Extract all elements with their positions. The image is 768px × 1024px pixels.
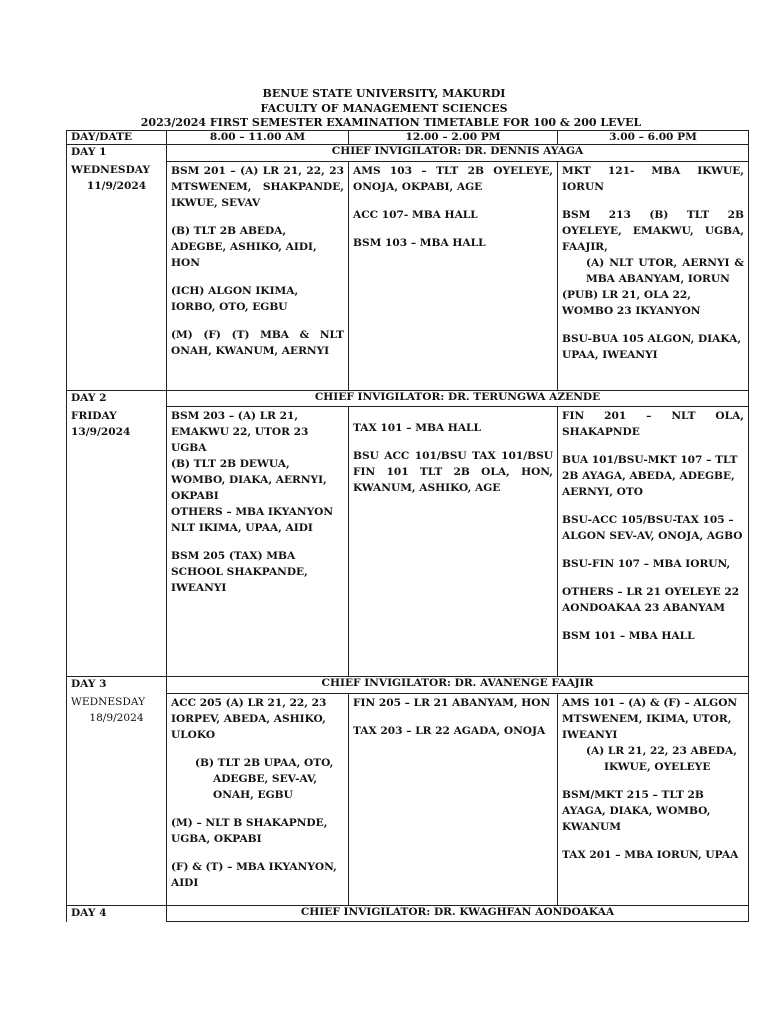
exam-entry: FIN 205 – LR 21 ABANYAM, HON — [353, 696, 551, 709]
chief-invigilator-row — [67, 145, 749, 162]
exam-entry: BSU-FIN 107 – MBA IORUN, — [562, 558, 731, 570]
chief-invigilator: CHIEF INVIGILATOR: DR. AVANENGE FAAJIR — [167, 677, 749, 694]
exam-entry: ACC 205 (A) LR 21, 22, 23 IORPEV, ABEDA, ASHIKO, ULOKO — [171, 696, 327, 741]
exam-entry: BSM/MKT 215 – TLT 2B AYAGA, DIAKA, WOMBO, KWANUM — [562, 788, 711, 833]
exam-entry: BSU-ACC 105/BSU-TAX 105 – ALGON SEV-AV, ONOJA, AGBO — [562, 514, 743, 542]
faculty-name: FACULTY OF MANAGEMENT SCIENCES — [260, 101, 508, 115]
exam-entry: FIN 201 – NLT OLA, SHAKAPNDE — [562, 410, 744, 438]
exam-entry: OTHERS – LR 21 OYELEYE 22 AONDOAKAA 23 ABANYAM — [562, 586, 740, 614]
exam-entry: MKT 121- MBA IKWUE, IORUN — [562, 164, 744, 193]
chief-invigilator: CHIEF INVIGILATOR: DR. KWAGHFAN AONDOAKAA — [167, 905, 749, 922]
exam-entry: AMS 101 – (A) & (F) – ALGON MTSWENEM, IKIMA, UTOR, IWEANYI — [562, 696, 738, 741]
slot1-cell — [167, 693, 349, 905]
weekday: FRIDAY — [71, 409, 117, 422]
exam-entry: (M) – NLT B SHAKAPNDE, UGBA, OKPABI — [171, 816, 328, 845]
date: 18/9/2024 — [89, 712, 144, 724]
day-label: DAY 3 — [67, 677, 167, 694]
day-date-cell — [67, 693, 167, 905]
exam-entry: BSM 205 (TAX) MBA SCHOOL SHAKPANDE, IWEANYI — [171, 550, 308, 594]
exam-entry: BSU ACC 101/BSU TAX 101/BSU FIN 101 TLT 2B OLA, HON, KWANUM, ASHIKO, AGE — [353, 450, 553, 494]
day-row — [67, 693, 749, 905]
slot2-cell — [349, 693, 558, 905]
exam-entry: (A) NLT UTOR, AERNYI & MBA ABANYAM, IORUN — [586, 256, 744, 285]
exam-entry: AMS 103 – TLT 2B OYELEYE, ONOJA, OKPABI, AGE — [353, 164, 553, 193]
exam-entry: (B) TLT 2B UPAA, OTO, ADEGBE, SEV-AV, ONAH, EGBU — [195, 756, 334, 801]
chief-invigilator-row — [67, 905, 749, 922]
exam-entry: (PUB) LR 21, OLA 22, WOMBO 23 IKYANYON — [562, 288, 701, 317]
timetable-title: 2023/2024 FIRST SEMESTER EXAMINATION TIMETABLE FOR 100 & 200 LEVEL — [140, 116, 642, 129]
day-row — [67, 161, 749, 390]
column-header-day: DAY/DATE — [67, 131, 167, 145]
exam-entry: (ICH) ALGON IKIMA, IORBO, OTO, EGBU — [171, 284, 299, 313]
day-date-cell — [67, 407, 167, 677]
column-header-slot2: 12.00 – 2.00 PM — [349, 131, 558, 145]
chief-invigilator: CHIEF INVIGILATOR: DR. DENNIS AYAGA — [167, 145, 749, 162]
date: 13/9/2024 — [71, 425, 131, 438]
slot2-cell — [349, 407, 558, 677]
slot2-cell — [349, 161, 558, 390]
exam-entry: TAX 203 – LR 22 AGADA, ONOJA — [353, 724, 546, 737]
slot1-cell — [167, 161, 349, 390]
exam-entry: OTHERS – MBA IKYANYON NLT IKIMA, UPAA, AIDI — [171, 506, 334, 534]
column-header-slot1: 8.00 – 11.00 AM — [167, 131, 349, 145]
exam-entry: BSM 213 (B) TLT 2B OYELEYE, EMAKWU, UGBA, FAAJIR, — [562, 208, 744, 253]
day-date-cell — [67, 161, 167, 390]
day-label: DAY 2 — [67, 390, 167, 407]
exam-entry: BSM 101 – MBA HALL — [562, 630, 695, 642]
exam-entry: BSM 203 – (A) LR 21, EMAKWU 22, UTOR 23 UGBA — [171, 410, 309, 454]
chief-invigilator-row — [67, 677, 749, 694]
slot3-cell — [558, 407, 749, 677]
slot3-cell — [558, 161, 749, 390]
exam-entry: ACC 107- MBA HALL — [353, 208, 478, 221]
weekday: WEDNESDAY — [71, 696, 146, 708]
date: 11/9/2024 — [86, 180, 147, 192]
exam-entry: BSM 201 – (A) LR 21, 22, 23 MTSWENEM, SHAKPANDE, IKWUE, SEVAV — [171, 164, 344, 209]
exam-entry: BSU-BUA 105 ALGON, DIAKA, UPAA, IWEANYI — [562, 332, 742, 361]
slot1-cell — [167, 407, 349, 677]
exam-entry: BUA 101/BSU-MKT 107 – TLT 2B AYAGA, ABEDA, ADEGBE, AERNYI, OTO — [562, 454, 738, 498]
exam-entry: (F) & (T) – MBA IKYANYON, AIDI — [171, 860, 337, 889]
exam-entry: (B) TLT 2B DEWUA, WOMBO, DIAKA, AERNYI, OKPABI — [171, 458, 327, 502]
exam-entry: TAX 101 – MBA HALL — [353, 422, 481, 434]
chief-invigilator-row — [67, 390, 749, 407]
chief-invigilator: CHIEF INVIGILATOR: DR. TERUNGWA AZENDE — [167, 390, 749, 407]
day-label: DAY 1 — [67, 145, 167, 162]
day-row — [67, 407, 749, 677]
day-label: DAY 4 — [67, 905, 167, 922]
exam-entry: (B) TLT 2B ABEDA, ADEGBE, ASHIKO, AIDI, HON — [171, 224, 317, 269]
column-header-slot3: 3.00 – 6.00 PM — [558, 131, 749, 145]
exam-timetable — [66, 130, 749, 922]
exam-entry: BSM 103 – MBA HALL — [353, 236, 486, 249]
university-name: BENUE STATE UNIVERSITY, MAKURDI — [262, 87, 506, 100]
exam-entry: (A) LR 21, 22, 23 ABEDA, IKWUE, OYELEYE — [586, 744, 737, 773]
slot3-cell — [558, 693, 749, 905]
exam-entry: (M) (F) (T) MBA & NLT ONAH, KWANUM, AERNYI — [171, 328, 344, 357]
document-header — [0, 87, 768, 131]
weekday: WEDNESDAY — [71, 164, 151, 176]
header-row — [67, 131, 749, 145]
exam-entry: TAX 201 – MBA IORUN, UPAA — [562, 848, 739, 861]
